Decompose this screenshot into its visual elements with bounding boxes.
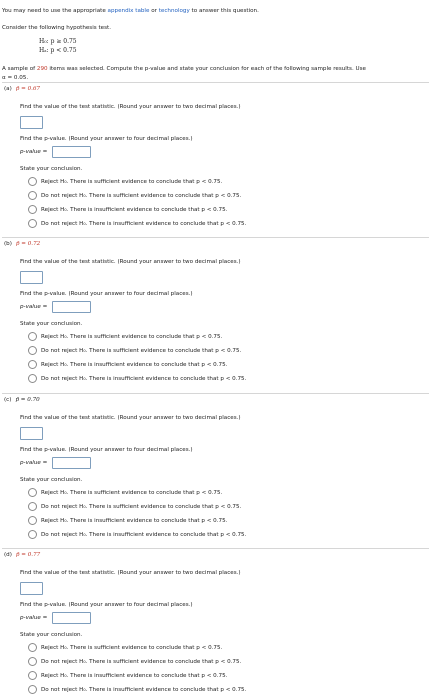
conclusion-option-4[interactable] [28,219,246,228]
test-statistic-input[interactable] [20,271,43,284]
p-value-input[interactable] [52,301,91,313]
p-value-label: p-value = [20,149,48,155]
p-value-label: p-value = [20,304,48,310]
test-statistic-input[interactable] [20,427,43,440]
radio-button[interactable] [28,643,37,652]
p-value-input[interactable] [52,146,91,158]
radio-button[interactable] [28,671,37,680]
part-divider [2,393,429,394]
p-value-prompt: Find the p-value. (Round your answer to four decimal places.) [20,602,193,608]
conclusion-option-3[interactable] [28,360,227,369]
radio-button[interactable] [28,177,37,186]
conclusion-option-4[interactable] [28,685,246,694]
instruction-mid: or [149,8,159,14]
conclusion-option-3[interactable] [28,205,227,214]
option-label: Reject H₀. There is sufficient evidence to conclude that p < 0.75. [41,178,223,185]
option-label: Reject H₀. There is insufficient evidence to conclude that p < 0.75. [41,361,228,368]
p-value-prompt: Find the p-value. (Round your answer to four decimal places.) [20,136,193,142]
conclusion-option-1[interactable] [28,332,222,341]
sample-prefix: A sample of [2,66,37,72]
conclusion-option-4[interactable] [28,374,246,383]
sample-suffix: items was selected. Compute the p-value and state your conclusion for each of the following sample results. Use [47,66,366,72]
test-statistic-prompt: Find the value of the test statistic. (Round your answer to two decimal places.) [20,259,241,265]
test-statistic-input[interactable] [20,116,43,129]
consider-text: Consider the following hypothesis test. [2,25,111,31]
test-statistic-prompt: Find the value of the test statistic. (Round your answer to two decimal places.) [20,104,241,110]
test-statistic-prompt: Find the value of the test statistic. (Round your answer to two decimal places.) [20,570,241,576]
conclusion-option-2[interactable] [28,657,241,666]
sample-proportion: p̄ = 0.72 [15,241,41,247]
alternative-hypothesis: Hₐ: p < 0.75 [39,47,77,54]
option-label: Reject H₀. There is insufficient evidence to conclude that p < 0.75. [41,206,228,213]
radio-button[interactable] [28,657,37,666]
radio-button[interactable] [28,516,37,525]
conclusion-option-2[interactable] [28,191,241,200]
part-label: (b) [4,241,12,247]
radio-button[interactable] [28,685,37,694]
part-label: (a) [4,86,12,92]
radio-button[interactable] [28,502,37,511]
conclusion-prompt: State your conclusion. [20,632,83,638]
p-value-prompt: Find the p-value. (Round your answer to four decimal places.) [20,447,193,453]
option-label: Do not reject H₀. There is sufficient evidence to conclude that p < 0.75. [41,347,242,354]
conclusion-prompt: State your conclusion. [20,477,83,483]
part-label: (d) [4,552,12,558]
conclusion-prompt: State your conclusion. [20,321,83,327]
alpha-text: α = 0.05. [2,75,29,81]
conclusion-option-3[interactable] [28,516,227,525]
option-label: Reject H₀. There is sufficient evidence to conclude that p < 0.75. [41,333,223,340]
radio-button[interactable] [28,374,37,383]
option-label: Do not reject H₀. There is sufficient evidence to conclude that p < 0.75. [41,503,242,510]
radio-button[interactable] [28,488,37,497]
instruction-line [2,8,259,14]
option-label: Reject H₀. There is insufficient evidence to conclude that p < 0.75. [41,517,228,524]
option-label: Reject H₀. There is sufficient evidence to conclude that p < 0.75. [41,644,223,651]
sample-text [2,66,366,72]
option-label: Do not reject H₀. There is insufficient evidence to conclude that p < 0.75. [41,375,247,382]
sample-size: 290 [36,66,48,72]
radio-button[interactable] [28,205,37,214]
part-divider [2,82,429,83]
conclusion-option-2[interactable] [28,502,241,511]
part-divider [2,237,429,238]
technology-link[interactable]: technology [158,8,190,14]
p-value-input[interactable] [52,457,91,469]
part-d-header [4,552,40,558]
conclusion-option-4[interactable] [28,530,246,539]
test-statistic-input[interactable] [20,582,43,595]
conclusion-option-3[interactable] [28,671,227,680]
radio-button[interactable] [28,530,37,539]
option-label: Do not reject H₀. There is insufficient evidence to conclude that p < 0.75. [41,686,247,693]
sample-proportion: p̄ = 0.67 [15,86,41,92]
p-value-label: p-value = [20,615,48,621]
conclusion-option-2[interactable] [28,346,241,355]
part-label: (c) [4,397,12,403]
radio-button[interactable] [28,219,37,228]
part-c-header [4,397,40,403]
p-value-label: p-value = [20,460,48,466]
part-b-header [4,241,40,247]
radio-button[interactable] [28,332,37,341]
option-label: Do not reject H₀. There is sufficient evidence to conclude that p < 0.75. [41,658,242,665]
part-a-header [4,86,40,92]
test-statistic-prompt: Find the value of the test statistic. (Round your answer to two decimal places.) [20,415,241,421]
sample-proportion: p̄ = 0.77 [15,552,41,558]
option-label: Reject H₀. There is sufficient evidence to conclude that p < 0.75. [41,489,223,496]
conclusion-prompt: State your conclusion. [20,166,83,172]
option-label: Reject H₀. There is insufficient evidence to conclude that p < 0.75. [41,672,228,679]
appendix-table-link[interactable]: appendix table [107,8,150,14]
conclusion-option-1[interactable] [28,643,222,652]
option-label: Do not reject H₀. There is insufficient evidence to conclude that p < 0.75. [41,220,247,227]
null-hypothesis: H₀: p ≥ 0.75 [39,38,77,45]
radio-button[interactable] [28,191,37,200]
instruction-suffix: to answer this question. [189,8,259,14]
radio-button[interactable] [28,346,37,355]
part-divider [2,548,429,549]
conclusion-option-1[interactable] [28,488,222,497]
sample-proportion: p̄ = 0.70 [15,397,40,403]
p-value-prompt: Find the p-value. (Round your answer to four decimal places.) [20,291,193,297]
instruction-prefix: You may need to use the appropriate [2,8,108,14]
option-label: Do not reject H₀. There is sufficient evidence to conclude that p < 0.75. [41,192,242,199]
radio-button[interactable] [28,360,37,369]
p-value-input[interactable] [52,612,91,624]
option-label: Do not reject H₀. There is insufficient evidence to conclude that p < 0.75. [41,531,247,538]
conclusion-option-1[interactable] [28,177,222,186]
